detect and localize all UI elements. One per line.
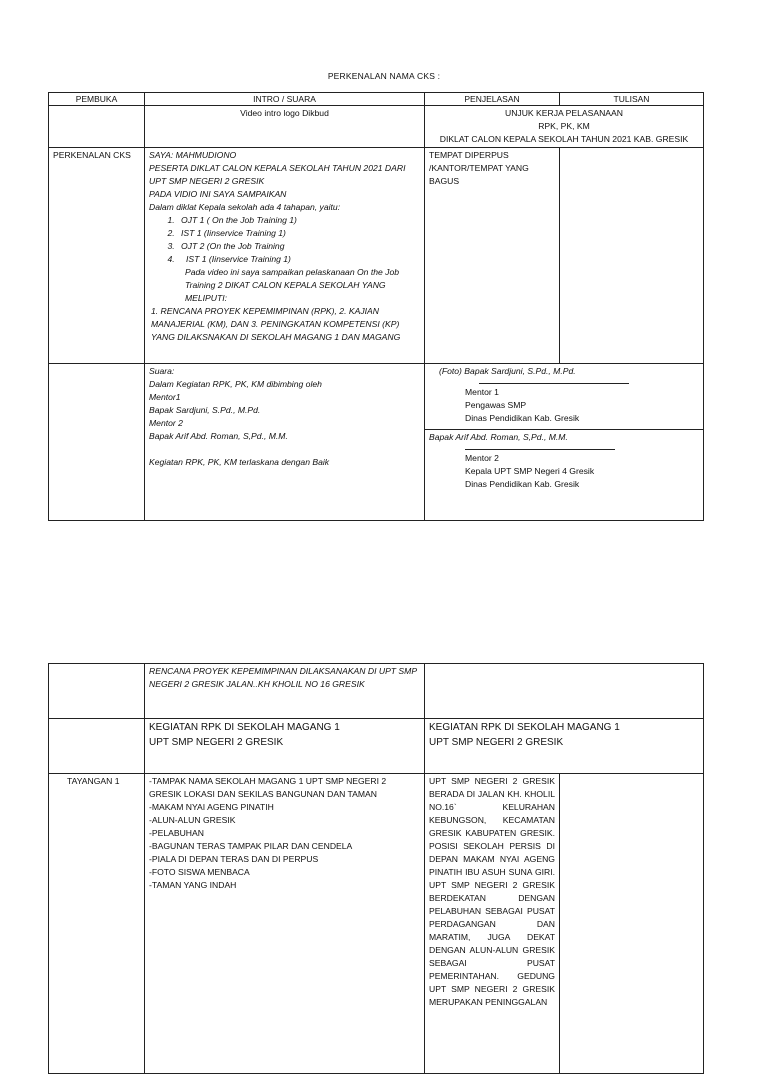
tahapan-list bbox=[149, 214, 420, 266]
kegiatan-heading bbox=[145, 719, 425, 774]
intro-line: Dalam diklat Kepala sekolah ada 4 tahapan, yaitu: bbox=[149, 202, 341, 212]
list-item: -MAKAM NYAI AGENG PINATIH bbox=[149, 802, 274, 812]
table-row bbox=[49, 774, 704, 1074]
list-item: -PELABUHAN bbox=[149, 828, 204, 838]
mentor1-role: Mentor 1 bbox=[465, 387, 499, 397]
table-header-row bbox=[49, 93, 704, 106]
tulisan-line: RPK, PK, KM bbox=[538, 121, 590, 131]
intro-line: PESERTA DIKLAT CALON KEPALA SEKOLAH TAHUN 2021 DARI UPT SMP NEGERI 2 GRESIK bbox=[149, 163, 406, 186]
mentor2-role: Kepala UPT SMP Negeri 4 Gresik bbox=[465, 466, 595, 476]
list-note: Pada video ini saya sampaikan pelaskanaan On the Job Training 2 DIKAT CALON KEPALA SEKOLAH YANG MELIPUTI: bbox=[185, 267, 400, 303]
closing-text: 1. RENCANA PROYEK KEPEMIMPINAN (RPK), 2. KAJIAN MANAJERIAL (KM), DAN 3. PENINGKATAN KOMPETENSI (KP) YANG DILAKSNAKAN DI SEKOLAH MAGANG 1 DAN MAGANG bbox=[151, 306, 401, 342]
intro-line: Mentor 2 bbox=[149, 418, 183, 428]
intro-cell: Video intro logo Dikbud bbox=[145, 106, 425, 148]
table-row bbox=[49, 364, 704, 521]
intro-line: Dalam Kegiatan RPK, PK, KM dibimbing oleh bbox=[149, 379, 322, 389]
intro-cell bbox=[145, 364, 425, 521]
heading-line: UPT SMP NEGERI 2 GRESIK bbox=[149, 737, 284, 748]
intro-cell bbox=[145, 148, 425, 364]
intro-line: Suara: bbox=[149, 366, 175, 376]
tulisan-cell bbox=[425, 106, 704, 148]
list-item: 3. OJT 2 (On the Job Training bbox=[177, 240, 420, 253]
list-item: 4. IST 1 (Iinservice Training 1) bbox=[177, 253, 420, 266]
header-tulisan: TULISAN bbox=[560, 93, 704, 106]
intro-line: PADA VIDIO INI SAYA SAMPAIKAN bbox=[149, 189, 287, 199]
list-item: 1. OJT 1 ( On the Job Training 1) bbox=[177, 214, 420, 227]
intro-line: Bapak Arif Abd. Roman, S,Pd., M.M. bbox=[149, 431, 288, 441]
signature-line bbox=[465, 444, 615, 450]
table-row bbox=[49, 719, 704, 774]
tulisan-line: UNJUK KERJA PELASANAAN bbox=[505, 108, 623, 118]
list-item: -TAMAN YANG INDAH bbox=[149, 880, 237, 890]
table-perkenalan bbox=[48, 92, 704, 521]
list-item: -ALUN-ALUN GRESIK bbox=[149, 815, 236, 825]
mentor1-name: (Foto) Bapak Sardjuni, S.Pd., M.Pd. bbox=[439, 366, 576, 376]
heading-line: KEGIATAN RPK DI SEKOLAH MAGANG 1 bbox=[149, 722, 340, 733]
list-item: 2. IST 1 (Iinservice Training 1) bbox=[177, 227, 420, 240]
table-row bbox=[49, 148, 704, 364]
table-kegiatan bbox=[48, 663, 704, 1074]
mentor1-block bbox=[425, 364, 703, 430]
tulisan-line: DIKLAT CALON KEPALA SEKOLAH TAHUN 2021 KAB. GRESIK bbox=[439, 134, 689, 144]
penjelasan-cell: UPT SMP NEGERI 2 GRESIK BERADA DI JALAN KH. KHOLIL NO.16` KELURAHAN KEBUNGSON, KECAMATAN GRESIK KABUPATEN GRESIK. POSISI SEKOLAH PERSIS DI DEPAN MAKAM NYAI AGENG PINATIH IBU ASUH SUNA GIRI. UPT SMP NEGERI 2 GRESIK BERDEKATAN DENGAN PELABUHAN SEBAGAI PUSAT PERDAGANGAN DAN MARATIM, JUGA DEKAT DENGAN ALUN-ALUN GRESIK SEBAGAI PUSAT PEMERINTAHAN. GEDUNG UPT SMP NEGERI 2 GRESIK MERUPAKAN PENINGGALAN bbox=[425, 774, 560, 1074]
page-title: PERKENALAN NAMA CKS : bbox=[327, 71, 441, 81]
intro-line: Bapak Sardjuni, S.Pd., M.Pd. bbox=[149, 405, 261, 415]
mentor2-role: Dinas Pendidikan Kab. Gresik bbox=[465, 479, 580, 489]
kegiatan-heading bbox=[425, 719, 704, 774]
table-row bbox=[49, 664, 704, 719]
pembuka-cell: PERKENALAN CKS bbox=[49, 148, 145, 364]
signature-line bbox=[479, 378, 629, 384]
mentor-cell bbox=[425, 364, 704, 521]
list-item: -PIALA DI DEPAN TERAS DAN DI PERPUS bbox=[149, 854, 319, 864]
table-row bbox=[49, 106, 704, 148]
mentor2-role: Mentor 2 bbox=[465, 453, 499, 463]
tayangan-items bbox=[145, 774, 425, 1074]
intro-cell: RENCANA PROYEK KEPEMIMPINAN DILAKSANAKAN DI UPT SMP NEGERI 2 GRESIK JALAN..KH KHOLIL NO 16 GRESIK bbox=[145, 664, 425, 719]
intro-line: Kegiatan RPK, PK, KM terlaskana dengan Baik bbox=[149, 457, 330, 467]
list-item: -BAGUNAN TERAS TAMPAK PILAR DAN CENDELA bbox=[149, 841, 353, 851]
mentor2-name: Bapak Arif Abd. Roman, S,Pd., M.M. bbox=[429, 432, 568, 442]
header-penjelasan: PENJELASAN bbox=[425, 93, 560, 106]
intro-line: SAYA: MAHMUDIONO bbox=[149, 150, 237, 160]
mentor2-block bbox=[425, 430, 703, 495]
heading-line: UPT SMP NEGERI 2 GRESIK bbox=[429, 737, 564, 748]
mentor1-role: Dinas Pendidikan Kab. Gresik bbox=[465, 413, 580, 423]
intro-line: Mentor1 bbox=[149, 392, 181, 402]
heading-line: KEGIATAN RPK DI SEKOLAH MAGANG 1 bbox=[429, 722, 620, 733]
list-item: -FOTO SISWA MENBACA bbox=[149, 867, 250, 877]
mentor1-role: Pengawas SMP bbox=[465, 400, 527, 410]
header-intro: INTRO / SUARA bbox=[145, 93, 425, 106]
header-pembuka: PEMBUKA bbox=[49, 93, 145, 106]
tayangan-label: TAYANGAN 1 bbox=[49, 774, 145, 1074]
list-item: -TAMPAK NAMA SEKOLAH MAGANG 1 UPT SMP NEGERI 2 GRESIK LOKASI DAN SEKILAS BANGUNAN DAN TAMAN bbox=[149, 776, 387, 799]
penjelasan-cell: TEMPAT DIPERPUS /KANTOR/TEMPAT YANG BAGUS bbox=[425, 148, 560, 364]
